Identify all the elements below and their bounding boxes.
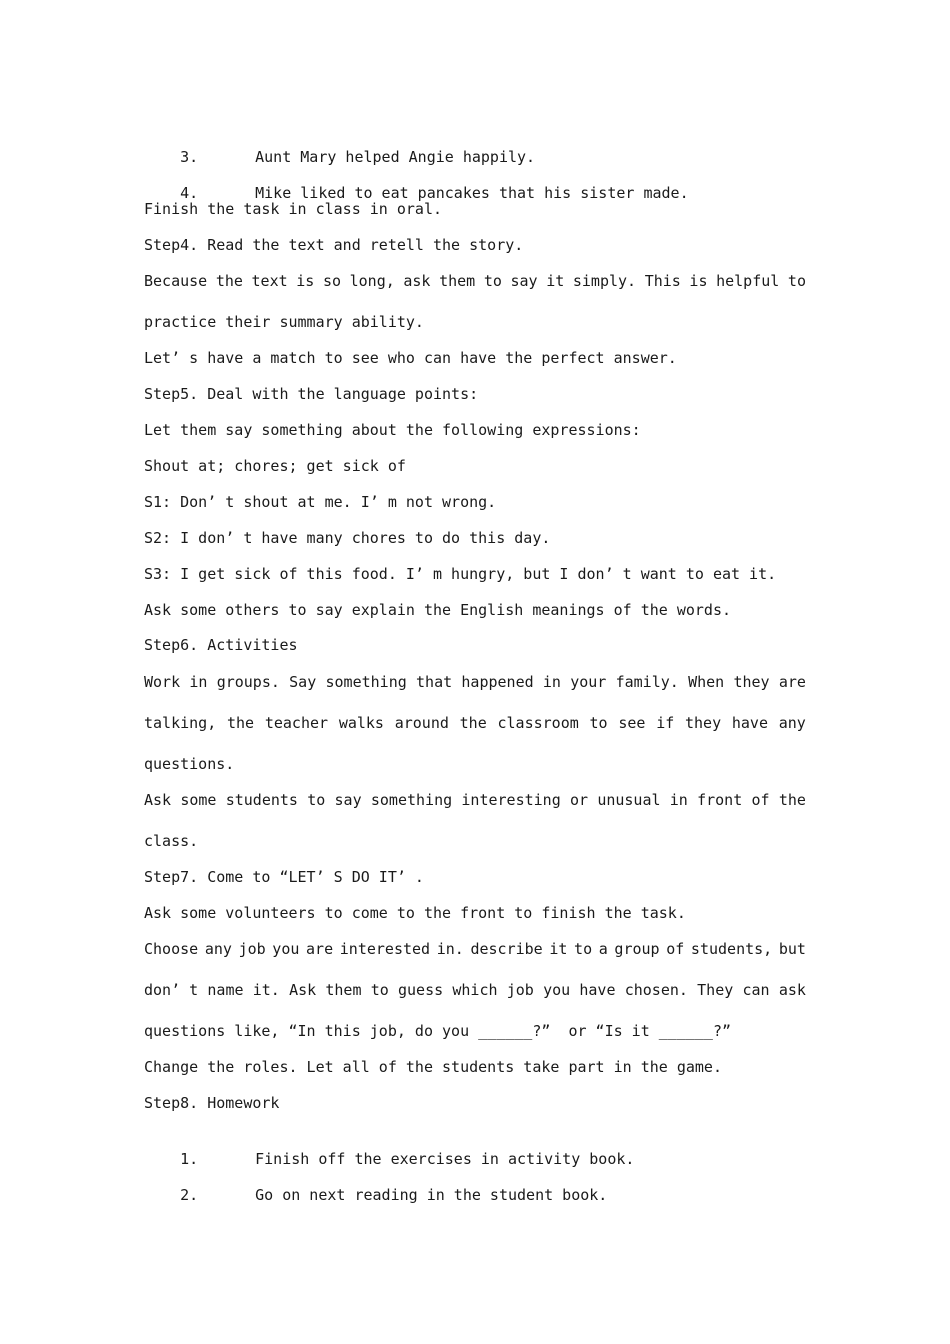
paragraph-let-them: Let them say something about the following expressions: (144, 421, 641, 439)
list-text: Mike liked to eat pancakes that his sister made. (255, 184, 689, 202)
list-number: 1. (180, 1150, 199, 1168)
paragraph-ask-some-line-1: Ask some students to say something interesting or unusual in front of the (144, 791, 806, 809)
example-s3: S3: I get sick of this food. I’ m hungry, but I don’ t want to eat it. (144, 565, 777, 583)
step6-heading: Step6. Activities (144, 636, 298, 654)
paragraph-work-line-3: questions. (144, 755, 235, 773)
paragraph-because-line-2: practice their summary ability. (144, 313, 424, 331)
paragraph-lets-match: Let’ s have a match to see who can have the perfect answer. (144, 349, 677, 367)
document-page (144, 0, 806, 1344)
step5-heading: Step5. Deal with the language points: (144, 385, 479, 403)
paragraph-work-line-1: Work in groups. Say something that happened in your family. When they are (144, 673, 806, 691)
list-text: Aunt Mary helped Angie happily. (255, 148, 536, 166)
list-text: Go on next reading in the student book. (255, 1186, 608, 1204)
step7-heading: Step7. Come to “LET’ S DO IT’ . (144, 868, 424, 886)
paragraph-work-line-2: talking, the teacher walks around the classroom to see if they have any (144, 714, 806, 732)
example-s1: S1: Don’ t shout at me. I’ m not wrong. (144, 493, 497, 511)
paragraph-choose-line-1: Choose any job you are interested in. describe it to a group of students, but (144, 940, 806, 958)
paragraph-finish-task: Finish the task in class in oral. (144, 200, 443, 218)
list-number: 3. (180, 148, 199, 166)
expressions-list: Shout at; chores; get sick of (144, 457, 406, 475)
paragraph-change-roles: Change the roles. Let all of the students take part in the game. (144, 1058, 722, 1076)
paragraph-because-line-1: Because the text is so long, ask them to say it simply. This is helpful to (144, 272, 806, 290)
paragraph-volunteers: Ask some volunteers to come to the front to finish the task. (144, 904, 686, 922)
list-text: Finish off the exercises in activity book. (255, 1150, 635, 1168)
paragraph-ask-others: Ask some others to say explain the English meanings of the words. (144, 601, 731, 619)
step8-heading: Step8. Homework (144, 1094, 280, 1112)
example-s2: S2: I don’ t have many chores to do this day. (144, 529, 551, 547)
list-number: 2. (180, 1186, 199, 1204)
step4-heading: Step4. Read the text and retell the story. (144, 236, 524, 254)
paragraph-ask-some-line-2: class. (144, 832, 199, 850)
paragraph-choose-line-2: don’ t name it. Ask them to guess which job you have chosen. They can ask (144, 981, 806, 999)
homework-item-2 (144, 1165, 607, 1225)
paragraph-choose-line-3: questions like, “In this job, do you ______?” or “Is it ______?” (144, 1022, 731, 1040)
list-number: 4. (180, 184, 199, 202)
